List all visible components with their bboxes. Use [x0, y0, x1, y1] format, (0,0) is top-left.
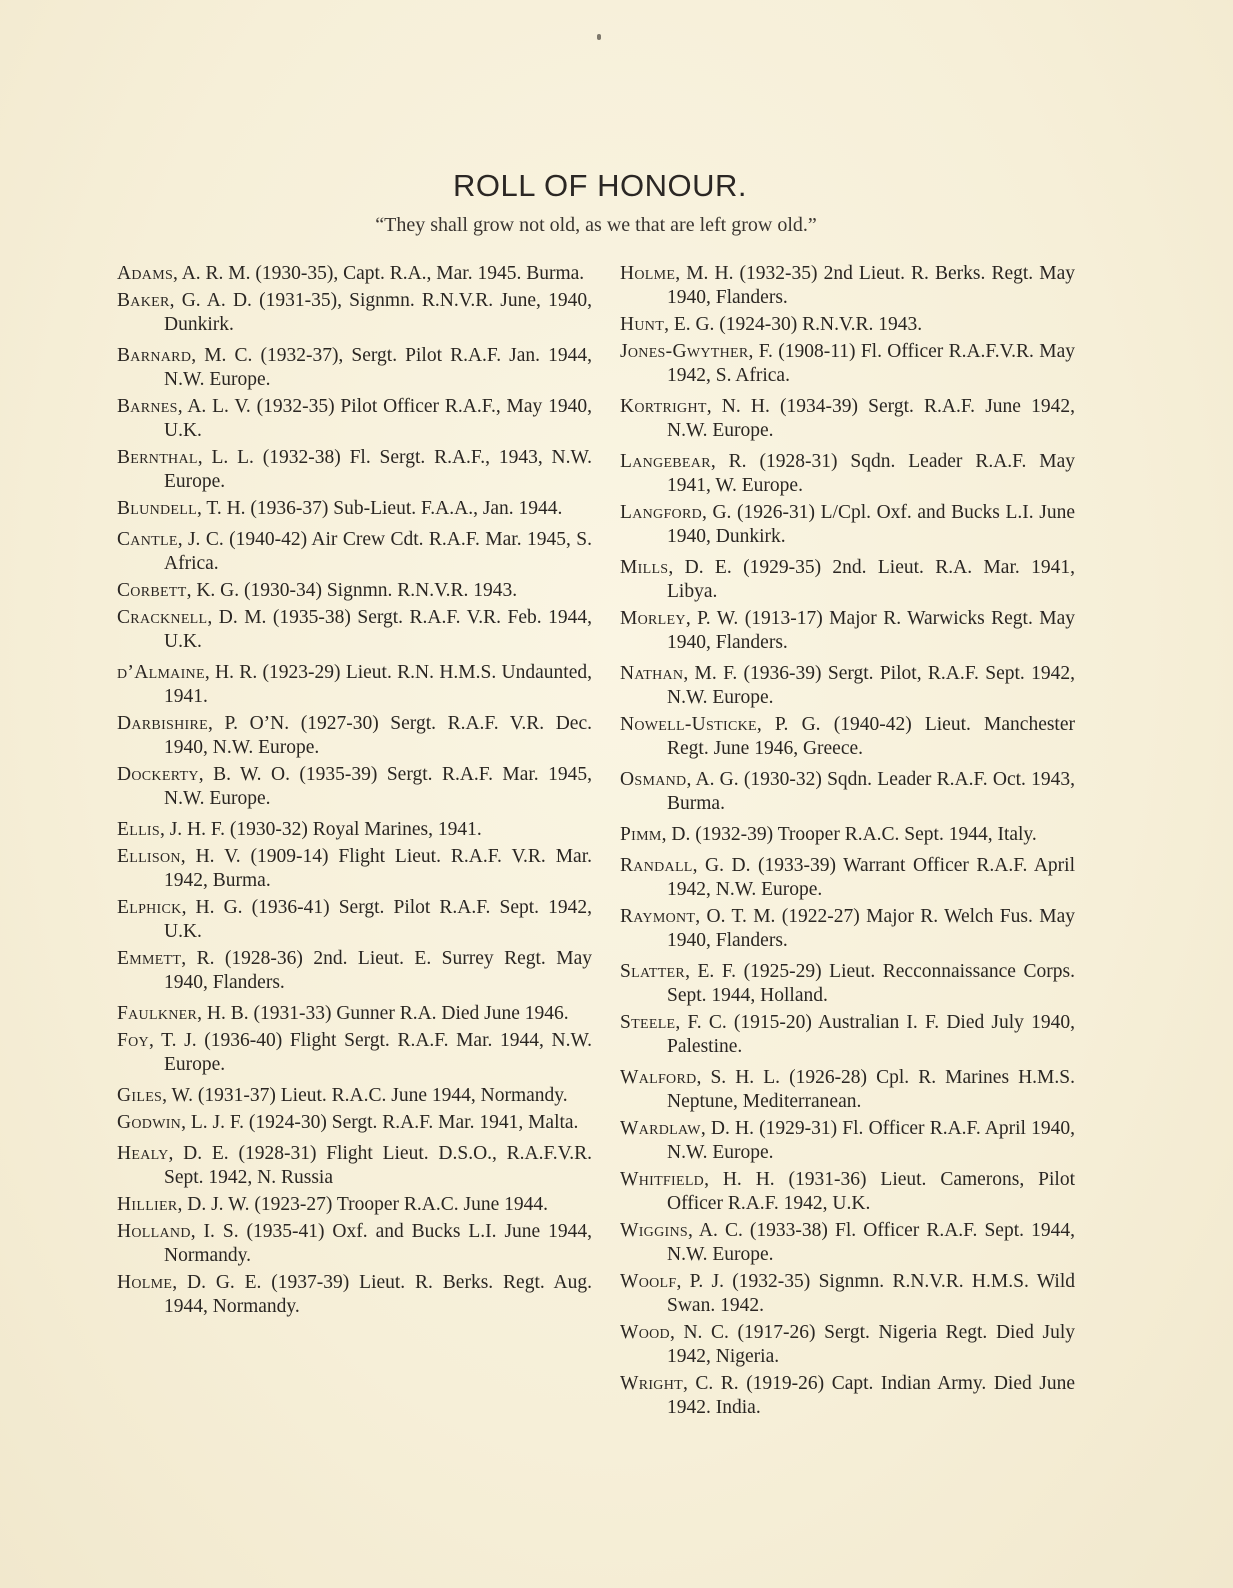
entry-surname: Osmand: [620, 769, 687, 790]
roll-entry: [117, 947, 592, 995]
roll-entry: [117, 1271, 592, 1319]
entry-details: , R. (1928-31) Sqdn. Leader R.A.F. May 1941, W. Europe.: [667, 451, 1075, 496]
entry-surname: Blundell: [117, 498, 197, 519]
page-motto: “They shall grow not old, as we that are left grow old.”: [375, 214, 817, 236]
entry-surname: Wiggins: [620, 1220, 688, 1241]
entry-details: , L. L. (1932-38) Fl. Sergt. R.A.F., 1943, N.W. Europe.: [164, 447, 592, 492]
entry-surname: Walford: [620, 1067, 697, 1088]
entry-details: , D. E. (1928-31) Flight Lieut. D.S.O., R.A.F.V.R. Sept. 1942, N. Russia: [164, 1143, 592, 1188]
entry-surname: Adams: [117, 263, 174, 284]
entry-surname: Hillier: [117, 1194, 178, 1215]
entry-surname: Raymont: [620, 906, 696, 927]
entry-details: , S. H. L. (1926-28) Cpl. R. Marines H.M.S. Neptune, Mediterranean.: [667, 1067, 1075, 1112]
entry-surname: Baker: [117, 290, 170, 311]
roll-entry: [620, 905, 1075, 953]
entry-surname: Dockerty: [117, 764, 199, 785]
roll-entry: [117, 1142, 592, 1190]
entry-details: , D. J. W. (1923-27) Trooper R.A.C. June 1944.: [177, 1194, 549, 1215]
entry-surname: Wright: [620, 1373, 683, 1394]
roll-entry: [620, 501, 1075, 549]
entry-surname: Cracknell: [117, 607, 208, 628]
entry-details: , P. J. (1932-35) Signmn. R.N.V.R. H.M.S. Wild Swan. 1942.: [667, 1271, 1075, 1316]
entry-details: , M. C. (1932-37), Sergt. Pilot R.A.F. Jan. 1944, N.W. Europe.: [164, 345, 592, 390]
entry-surname: Darbishire: [117, 713, 208, 734]
entry-details: , B. W. O. (1935-39) Sergt. R.A.F. Mar. 1945, N.W. Europe.: [164, 764, 592, 809]
entry-surname: Wardlaw: [620, 1118, 701, 1139]
left-column: [117, 262, 592, 1322]
entry-details: , N. C. (1917-26) Sergt. Nigeria Regt. Died July 1942, Nigeria.: [667, 1322, 1075, 1367]
entry-details: , H. V. (1909-14) Flight Lieut. R.A.F. V.R. Mar. 1942, Burma.: [164, 846, 592, 891]
entry-details: , H. R. (1923-29) Lieut. R.N. H.M.S. Undaunted, 1941.: [164, 662, 592, 707]
entry-details: , D. M. (1935-38) Sergt. R.A.F. V.R. Feb. 1944, U.K.: [164, 607, 592, 652]
roll-entry: [620, 556, 1075, 604]
entry-details: , D. G. E. (1937-39) Lieut. R. Berks. Regt. Aug. 1944, Normandy.: [164, 1272, 592, 1317]
roll-entry: [620, 713, 1075, 761]
entry-surname: Foy: [117, 1030, 149, 1051]
entry-details: , J. H. F. (1930-32) Royal Marines, 1941.: [159, 819, 482, 840]
entry-surname: Barnard: [117, 345, 192, 366]
roll-entry: [117, 289, 592, 337]
roll-entry: [117, 446, 592, 494]
roll-entry: [620, 607, 1075, 655]
roll-entry: [620, 823, 1075, 847]
entry-surname: Randall: [620, 855, 693, 876]
entry-surname: Langford: [620, 502, 702, 523]
entry-surname: Morley: [620, 608, 686, 629]
roll-entry: [117, 763, 592, 811]
entry-surname: Jones-Gwyther: [620, 341, 749, 362]
right-column: [620, 262, 1075, 1423]
entry-details: , D. E. (1929-35) 2nd. Lieut. R.A. Mar. 1941, Libya.: [667, 557, 1075, 602]
roll-entry: [620, 313, 1075, 337]
entry-surname: Langebear: [620, 451, 711, 472]
roll-entry: [117, 606, 592, 654]
entry-surname: Kortright: [620, 396, 707, 417]
roll-entry: [620, 1011, 1075, 1059]
entry-details: , D. H. (1929-31) Fl. Officer R.A.F. April 1940, N.W. Europe.: [667, 1118, 1075, 1163]
page-title: ROLL OF HONOUR.: [453, 168, 747, 203]
entry-surname: Wood: [620, 1322, 670, 1343]
entry-surname: Holme: [620, 263, 676, 284]
roll-entry: [620, 340, 1075, 388]
entry-surname: Healy: [117, 1143, 169, 1164]
entry-surname: Godwin: [117, 1112, 182, 1133]
entry-details: , T. J. (1936-40) Flight Sergt. R.A.F. Mar. 1944, N.W. Europe.: [148, 1030, 592, 1075]
entry-details: , A. G. (1930-32) Sqdn. Leader R.A.F. Oct. 1943, Burma.: [667, 769, 1075, 814]
entry-surname: Ellison: [117, 846, 181, 867]
entry-details: , D. (1932-39) Trooper R.A.C. Sept. 1944, Italy.: [661, 824, 1037, 845]
entry-surname: Nowell-Usticke: [620, 714, 757, 735]
roll-entry: [117, 661, 592, 709]
entry-surname: Barnes: [117, 396, 178, 417]
roll-entry: [117, 528, 592, 576]
roll-entry: [117, 262, 592, 286]
roll-entry: [620, 662, 1075, 710]
roll-entry: [620, 768, 1075, 816]
roll-entry: [117, 1084, 592, 1108]
entry-surname: Giles: [117, 1085, 163, 1106]
entry-surname: Whitfield: [620, 1169, 705, 1190]
roll-entry: [117, 579, 592, 603]
entry-surname: Hunt: [620, 314, 665, 335]
roll-entry: [117, 1220, 592, 1268]
roll-entry: [620, 960, 1075, 1008]
roll-entry: [620, 1321, 1075, 1369]
roll-entry: [620, 1219, 1075, 1267]
entry-surname: Ellis: [117, 819, 160, 840]
entry-surname: Woolf: [620, 1271, 677, 1292]
roll-entry: [117, 344, 592, 392]
roll-entry: [117, 896, 592, 944]
entry-surname: Corbett: [117, 580, 187, 601]
entry-details: , M. H. (1932-35) 2nd Lieut. R. Berks. Regt. May 1940, Flanders.: [667, 263, 1075, 308]
roll-entry: [620, 854, 1075, 902]
entry-details: , H. B. (1931-33) Gunner R.A. Died June 1946.: [197, 1003, 569, 1024]
entry-surname: Pimm: [620, 824, 662, 845]
entry-surname: d’Almaine: [117, 662, 205, 683]
entry-surname: Holland: [117, 1221, 191, 1242]
entry-details: , E. G. (1924-30) R.N.V.R. 1943.: [664, 314, 923, 335]
entry-surname: Faulkner: [117, 1003, 198, 1024]
roll-entry: [117, 395, 592, 443]
roll-entry: [620, 1270, 1075, 1318]
entry-details: , G. A. D. (1931-35), Signmn. R.N.V.R. June, 1940, Dunkirk.: [164, 290, 592, 335]
entry-surname: Slatter: [620, 961, 686, 982]
entry-details: , H. G. (1936-41) Sergt. Pilot R.A.F. Sept. 1942, U.K.: [164, 897, 592, 942]
roll-entry: [620, 1117, 1075, 1165]
entry-details: , E. F. (1925-29) Lieut. Recconnaissance Corps. Sept. 1944, Holland.: [667, 961, 1075, 1006]
entry-details: , P. W. (1913-17) Major R. Warwicks Regt. May 1940, Flanders.: [667, 608, 1075, 653]
entry-details: , J. C. (1940-42) Air Crew Cdt. R.A.F. Mar. 1945, S. Africa.: [164, 529, 592, 574]
entry-details: , O. T. M. (1922-27) Major R. Welch Fus. May 1940, Flanders.: [667, 906, 1075, 951]
entry-details: , H. H. (1931-36) Lieut. Camerons, Pilot Officer R.A.F. 1942, U.K.: [667, 1169, 1075, 1214]
roll-entry: [117, 497, 592, 521]
roll-entry: [620, 395, 1075, 443]
entry-details: , C. R. (1919-26) Capt. Indian Army. Died June 1942. India.: [667, 1373, 1075, 1418]
roll-entry: [620, 1372, 1075, 1420]
roll-entry: [117, 1002, 592, 1026]
entry-details: , N. H. (1934-39) Sergt. R.A.F. June 1942, N.W. Europe.: [667, 396, 1075, 441]
entry-surname: Nathan: [620, 663, 684, 684]
entry-details: , I. S. (1935-41) Oxf. and Bucks L.I. June 1944, Normandy.: [164, 1221, 592, 1266]
entry-surname: Cantle: [117, 529, 178, 550]
entry-surname: Mills: [620, 557, 669, 578]
entry-details: , F. C. (1915-20) Australian I. F. Died July 1940, Palestine.: [667, 1012, 1075, 1057]
roll-entry: [117, 1029, 592, 1077]
entry-details: , A. L. V. (1932-35) Pilot Officer R.A.F., May 1940, U.K.: [164, 396, 592, 441]
entry-details: , K. G. (1930-34) Signmn. R.N.V.R. 1943.: [186, 580, 518, 601]
ink-speck: [597, 34, 601, 40]
entry-surname: Emmett: [117, 948, 182, 969]
entry-surname: Bernthal: [117, 447, 198, 468]
entry-details: , F. (1908-11) Fl. Officer R.A.F.V.R. May 1942, S. Africa.: [667, 341, 1075, 386]
entry-details: , G. (1926-31) L/Cpl. Oxf. and Bucks L.I. June 1940, Dunkirk.: [667, 502, 1075, 547]
roll-entry: [117, 712, 592, 760]
roll-entry: [620, 262, 1075, 310]
entry-details: , M. F. (1936-39) Sergt. Pilot, R.A.F. Sept. 1942, N.W. Europe.: [667, 663, 1075, 708]
roll-entry: [117, 818, 592, 842]
entry-surname: Holme: [117, 1272, 173, 1293]
entry-details: , P. G. (1940-42) Lieut. Manchester Regt. June 1946, Greece.: [667, 714, 1075, 759]
roll-entry: [117, 1111, 592, 1135]
roll-entry: [620, 1168, 1075, 1216]
entry-details: , P. O’N. (1927-30) Sergt. R.A.F. V.R. Dec. 1940, N.W. Europe.: [164, 713, 592, 758]
roll-entry: [620, 1066, 1075, 1114]
entry-details: , A. R. M. (1930-35), Capt. R.A., Mar. 1945. Burma.: [173, 263, 585, 284]
entry-details: , A. C. (1933-38) Fl. Officer R.A.F. Sept. 1944, N.W. Europe.: [667, 1220, 1075, 1265]
roll-entry: [117, 845, 592, 893]
entry-details: , L. J. F. (1924-30) Sergt. R.A.F. Mar. 1941, Malta.: [181, 1112, 579, 1133]
entry-details: , G. D. (1933-39) Warrant Officer R.A.F. April 1942, N.W. Europe.: [667, 855, 1075, 900]
entry-details: , R. (1928-36) 2nd. Lieut. E. Surrey Regt. May 1940, Flanders.: [164, 948, 592, 993]
roll-entry: [117, 1193, 592, 1217]
entry-surname: Elphick: [117, 897, 182, 918]
roll-entry: [620, 450, 1075, 498]
entry-details: , W. (1931-37) Lieut. R.A.C. June 1944, Normandy.: [162, 1085, 568, 1106]
entry-details: , T. H. (1936-37) Sub-Lieut. F.A.A., Jan. 1944.: [196, 498, 563, 519]
entry-surname: Steele: [620, 1012, 676, 1033]
